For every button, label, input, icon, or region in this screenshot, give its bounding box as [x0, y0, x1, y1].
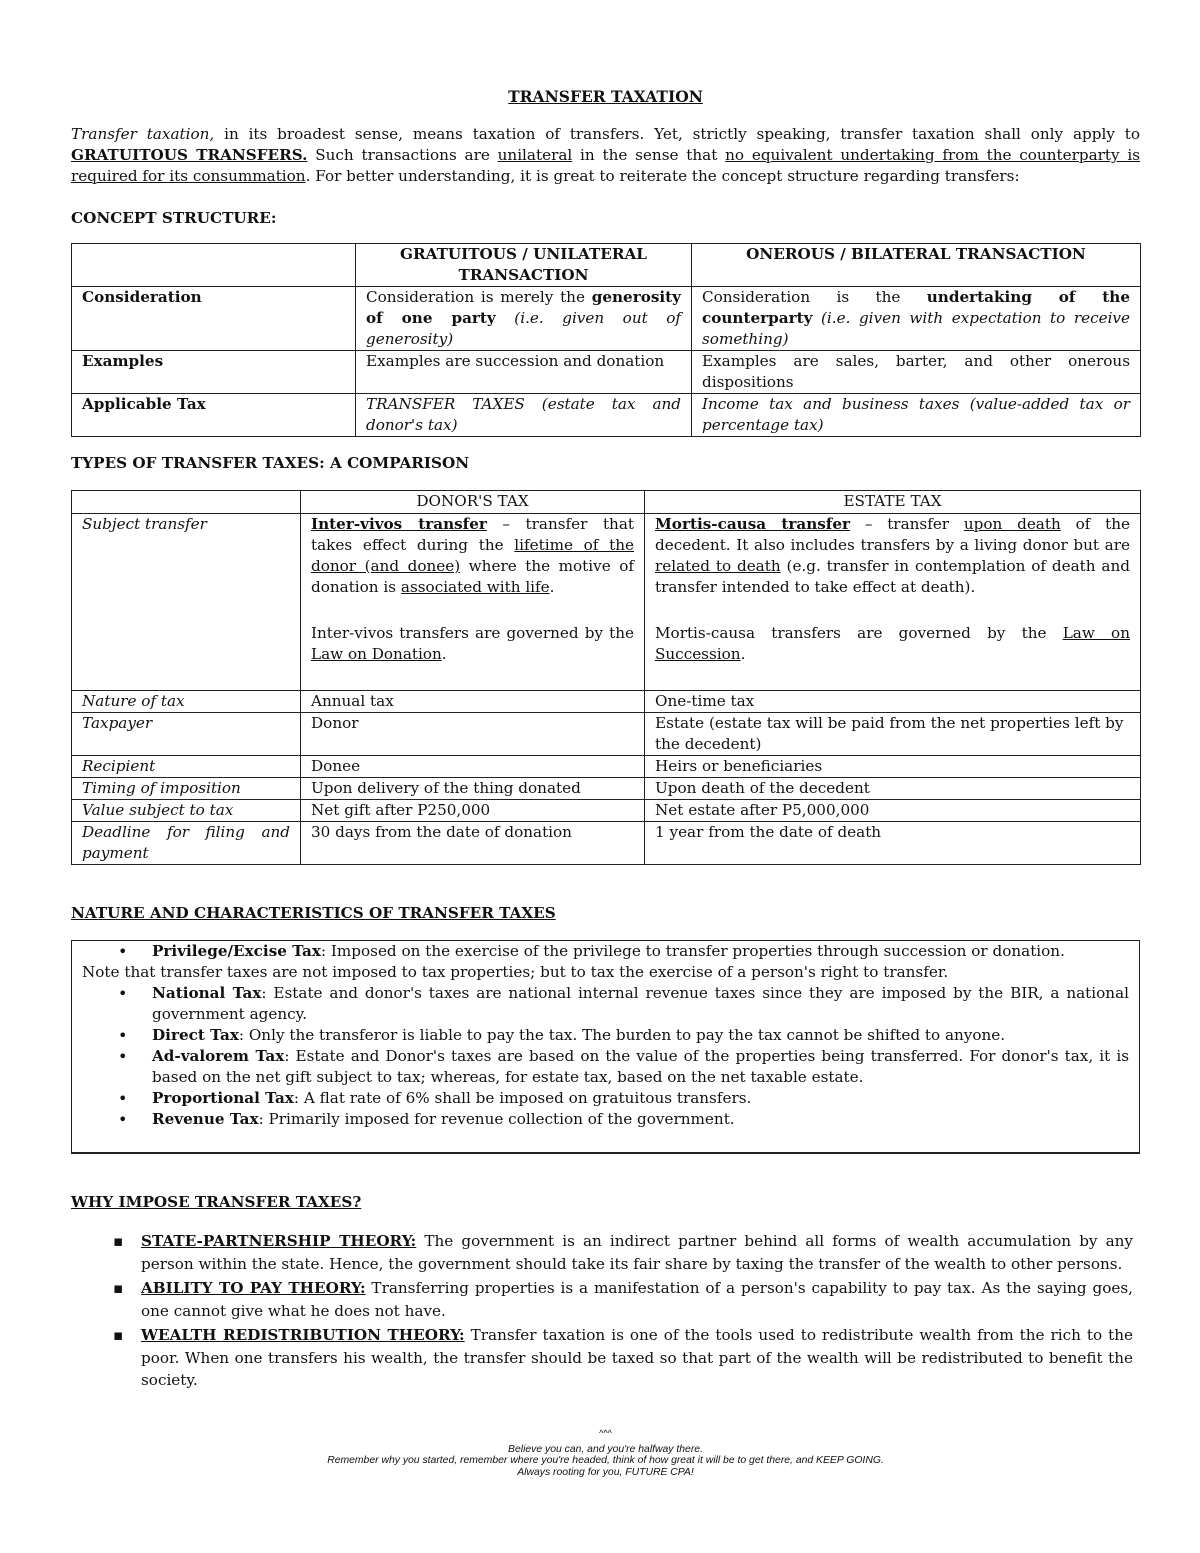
cell-donor: Upon delivery of the thing donated: [301, 778, 645, 800]
table-row: [72, 394, 1141, 437]
row-label: Nature of tax: [72, 691, 301, 713]
item-text: : Only the transferor is liable to pay the tax. The burden to pay the tax cannot be shifted to anyone.: [238, 1026, 1006, 1044]
nature-list: [72, 983, 1139, 1130]
table-row: [72, 713, 1141, 756]
row-label: Deadline for filing and payment: [72, 822, 301, 865]
cell-donor: [301, 514, 645, 691]
cell-underline: upon death: [963, 515, 1061, 533]
term: Mortis-causa transfer: [655, 515, 851, 533]
cell-estate: 1 year from the date of death: [645, 822, 1141, 865]
cell-donor: Donor: [301, 713, 645, 756]
why-section: [71, 1230, 1133, 1394]
header-estate: ESTATE TAX: [645, 491, 1141, 514]
footer-line: Always rooting for you, FUTURE CPA!: [517, 1466, 694, 1478]
list-item: [72, 1025, 1139, 1046]
intro-text: in the sense that: [572, 146, 726, 164]
cell-text: .: [740, 645, 746, 663]
nature-heading: NATURE AND CHARACTERISTICS OF TRANSFER TAXES: [71, 904, 556, 922]
term: Inter-vivos transfer: [311, 515, 487, 533]
nature-box: [71, 940, 1140, 1154]
theory-label: STATE-PARTNERSHIP THEORY:: [141, 1232, 417, 1250]
estate-subject-text: [655, 514, 1130, 598]
donor-subject-text: [311, 514, 634, 598]
cell-donor: Annual tax: [301, 691, 645, 713]
intro-text: Such transactions are: [307, 146, 498, 164]
cell-emphasis: generosity of one party: [366, 288, 681, 327]
donor-governing-law: [311, 623, 634, 665]
item-text: : Imposed on the exercise of the privilege to transfer properties through succession or donation.: [320, 942, 1065, 960]
theory-label: WEALTH REDISTRIBUTION THEORY:: [141, 1326, 465, 1344]
item-text: : Estate and donor's taxes are national internal revenue taxes since they are imposed by the BIR, a national government agency.: [152, 984, 1129, 1023]
table-header-row: [72, 244, 1141, 287]
list-item: [72, 941, 1139, 962]
row-label: Applicable Tax: [72, 394, 356, 437]
intro-term: Transfer taxation,: [71, 125, 215, 143]
cell-text: – transfer that takes effect during the: [311, 515, 634, 554]
cell-text: Consideration is the: [702, 288, 927, 306]
footer-line: Believe you can, and you're halfway there.: [508, 1443, 703, 1455]
cell-estate: [645, 514, 1141, 691]
item-text: : Estate and Donor's taxes are based on the value of the properties being transferred. For donor's tax, it is based on the net gift subject to tax; whereas, for estate tax, based on the net taxable estate.: [152, 1047, 1129, 1086]
intro-text: . For better understanding, it is great to reiterate the concept structure regarding transfers:: [305, 167, 1020, 185]
list-item: [72, 1088, 1139, 1109]
concept-table: [71, 243, 1141, 437]
cell-underline: related to death: [655, 557, 781, 575]
list-item: [72, 1109, 1139, 1130]
item-text: : Primarily imposed for revenue collection of the government.: [258, 1110, 735, 1128]
list-item: [72, 983, 1139, 1025]
table-row: [72, 800, 1141, 822]
item-label: Privilege/Excise Tax: [152, 942, 321, 960]
item-label: Ad-valorem Tax: [152, 1047, 285, 1065]
header-donor: DONOR'S TAX: [301, 491, 645, 514]
why-list: [71, 1230, 1133, 1392]
item-label: Proportional Tax: [152, 1089, 294, 1107]
law-on-donation: Law on Donation: [311, 645, 442, 663]
page-title: TRANSFER TAXATION: [508, 87, 703, 106]
theory-label: ABILITY TO PAY THEORY:: [141, 1279, 366, 1297]
header-blank: [72, 244, 356, 287]
item-label: National Tax: [152, 984, 262, 1002]
cell-underline: lifetime of the donor (and donee): [311, 536, 634, 575]
cell-estate: Heirs or beneficiaries: [645, 756, 1141, 778]
cell-estate: One-time tax: [645, 691, 1141, 713]
theory-text: The government is an indirect partner behind all forms of wealth accumulation by any person within the state. Hence, the government should take its fair share by taxing the transfer of the wealth to other persons.: [141, 1232, 1134, 1273]
row-label: Examples: [72, 351, 356, 394]
list-item: [71, 1277, 1133, 1322]
footer: [71, 1428, 1140, 1478]
cell-text: – transfer: [850, 515, 964, 533]
cell-estate: Estate (estate tax will be paid from the net properties left by the decedent): [645, 713, 1141, 756]
table-row: [72, 756, 1141, 778]
theory-text: Transferring properties is a manifestation of a person's capability to pay tax. As the saying goes, one cannot give what he does not have.: [141, 1279, 1133, 1320]
row-label: Timing of imposition: [72, 778, 301, 800]
table-header-row: [72, 491, 1141, 514]
cell-donor: 30 days from the date of donation: [301, 822, 645, 865]
row-label: Taxpayer: [72, 713, 301, 756]
table-row: [72, 287, 1141, 351]
cell-onerous: [692, 287, 1141, 351]
types-heading: TYPES OF TRANSFER TAXES: A COMPARISON: [71, 454, 470, 472]
intro-text: in its broadest sense, means taxation of transfers. Yet, strictly speaking, transfer taxation shall only apply to: [214, 125, 1140, 143]
cell-gratuitous: TRANSFER TAXES (estate tax and donor's tax): [356, 394, 692, 437]
cell-onerous: Income tax and business taxes (value-added tax or percentage tax): [692, 394, 1141, 437]
cell-text: Inter-vivos transfers are governed by the: [311, 624, 634, 642]
item-label: Direct Tax: [152, 1026, 239, 1044]
row-label: Recipient: [72, 756, 301, 778]
row-label: Subject transfer: [72, 514, 301, 691]
cell-gratuitous: Examples are succession and donation: [356, 351, 692, 394]
table-row: [72, 691, 1141, 713]
table-row: [72, 514, 1141, 691]
table-row: [72, 822, 1141, 865]
header-gratuitous: GRATUITOUS / UNILATERAL TRANSACTION: [356, 244, 692, 287]
cell-text: Consideration is merely the: [366, 288, 592, 306]
list-item: [71, 1230, 1133, 1275]
intro-no-equivalent: no equivalent undertaking from the counterparty is required for its consummation: [71, 146, 1141, 185]
nature-list: [72, 941, 1139, 962]
footer-mark: ^^^: [599, 1428, 612, 1438]
intro-unilateral: unilateral: [497, 146, 573, 164]
cell-emphasis: undertaking of the counterparty: [702, 288, 1130, 327]
item-text: : A flat rate of 6% shall be imposed on gratuitous transfers.: [293, 1089, 752, 1107]
row-label: Consideration: [72, 287, 356, 351]
cell-onerous: Examples are sales, barter, and other onerous dispositions: [692, 351, 1141, 394]
concept-heading: CONCEPT STRUCTURE:: [71, 209, 277, 227]
theory-text: Transfer taxation is one of the tools used to redistribute wealth from the rich to the poor. When one transfers his wealth, the transfer should be taxed so that part of the wealth will be redistributed to benefit the society.: [141, 1326, 1133, 1389]
cell-estate: Upon death of the decedent: [645, 778, 1141, 800]
cell-donor: Donee: [301, 756, 645, 778]
header-blank: [72, 491, 301, 514]
table-row: [72, 351, 1141, 394]
cell-text: Mortis-causa transfers are governed by the: [655, 624, 1063, 642]
cell-gratuitous: [356, 287, 692, 351]
law-on-succession: Law on Succession: [655, 624, 1130, 663]
intro-paragraph: [71, 124, 1140, 187]
types-table: [71, 490, 1141, 865]
cell-text: where the motive of donation is: [311, 557, 634, 596]
list-item: [71, 1324, 1133, 1392]
nature-note: Note that transfer taxes are not imposed to tax properties; but to tax the exercise of a person's right to transfer.: [82, 963, 949, 981]
cell-text: .: [549, 578, 555, 596]
cell-text: of the decedent. It also includes transfers by a living donor but are: [655, 515, 1131, 554]
cell-text: (e.g. transfer in contemplation of death and transfer intended to take effect at death).: [655, 557, 1130, 596]
header-onerous: ONEROUS / BILATERAL TRANSACTION: [692, 244, 1141, 287]
cell-donor: Net gift after P250,000: [301, 800, 645, 822]
list-item: [72, 1046, 1139, 1088]
cell-note: (i.e. given with expectation to receive something): [702, 309, 1130, 348]
intro-gratuitous: GRATUITOUS TRANSFERS.: [71, 146, 308, 164]
estate-governing-law: [655, 623, 1130, 665]
why-heading: WHY IMPOSE TRANSFER TAXES?: [71, 1193, 362, 1211]
row-label: Value subject to tax: [72, 800, 301, 822]
footer-line: Remember why you started, remember where you're headed, think of how great it will be to get there, and KEEP GOING.: [327, 1455, 884, 1466]
cell-note: (i.e. given out of generosity): [366, 309, 681, 348]
item-label: Revenue Tax: [152, 1110, 259, 1128]
cell-text: .: [441, 645, 447, 663]
cell-estate: Net estate after P5,000,000: [645, 800, 1141, 822]
cell-underline: associated with life: [400, 578, 550, 596]
table-row: [72, 778, 1141, 800]
